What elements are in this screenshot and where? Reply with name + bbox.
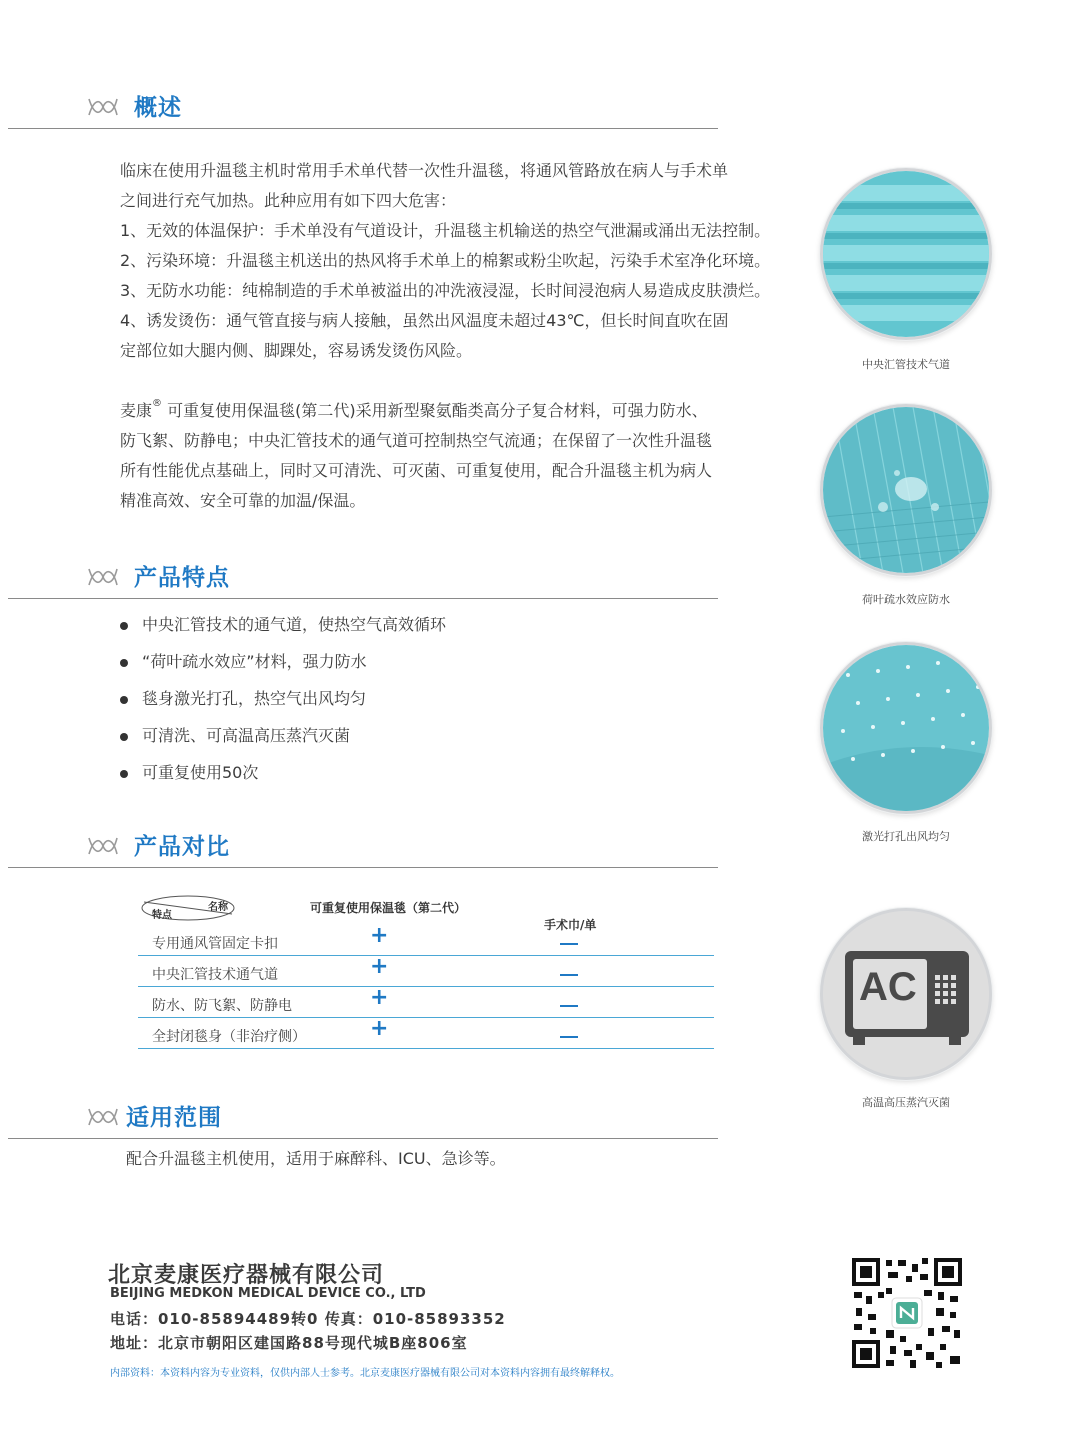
- section-header-scope: [0, 1099, 718, 1139]
- image-caption: 激光打孔出风均匀: [862, 830, 950, 843]
- list-item: 中央汇管技术的通气道，使热空气高效循环: [120, 610, 446, 647]
- brand-mark-icon: [86, 834, 120, 858]
- section-header-compare: [0, 828, 718, 868]
- divider: [8, 867, 718, 868]
- brand-name: 麦康: [120, 401, 153, 420]
- section-header-features: [0, 559, 718, 599]
- company-name-en: BEIJING MEDKON MEDICAL DEVICE CO., LTD: [110, 1286, 426, 1301]
- bullet-icon: [120, 659, 128, 667]
- bullet-icon: [120, 733, 128, 741]
- text-line: 2、污染环境：升温毯主机送出的热风将手术单上的棉絮或粉尘吹起，污染手术室净化环境。: [120, 251, 771, 270]
- image-caption: 荷叶疏水效应防水: [862, 593, 950, 606]
- bullet-icon: [120, 770, 128, 778]
- list-item: 毯身激光打孔，热空气出风均匀: [120, 684, 446, 721]
- disclaimer-note: 内部资料：本资料内容为专业资料，仅供内部人士参考。北京麦康医疗器械有限公司对本资料内容拥有最终解释权。: [110, 1368, 620, 1379]
- company-name-cn: 北京麦康医疗器械有限公司: [108, 1263, 385, 1288]
- laser-hole-image: [820, 642, 992, 814]
- section-header-overview: [0, 89, 718, 129]
- overview-paragraph: [120, 156, 820, 366]
- sterilizer-image: [820, 908, 992, 1080]
- column-header: 手术巾/单: [544, 918, 597, 932]
- text-line: 定部位如大腿内侧、脚踝处，容易诱发烫伤风险。: [120, 341, 473, 360]
- text-line: 所有性能优点基础上，同时又可清洗、可灭菌、可重复使用，配合升温毯主机为病人: [120, 461, 713, 480]
- minus-icon: [560, 1005, 578, 1007]
- row-label: 全封闭毯身（非治疗侧）: [152, 1029, 306, 1045]
- registered-mark: ®: [152, 398, 163, 409]
- text-line: 防飞絮、防静电；中央汇管技术的通气道可控制热空气流通；在保留了一次性升温毯: [120, 431, 713, 450]
- air-channel-image: [820, 168, 992, 340]
- text-line: 精准高效、安全可靠的加温/保温。: [120, 491, 366, 510]
- row-label: 专用通风管固定卡扣: [152, 936, 278, 952]
- list-item: 可清洗、可高温高压蒸汽灭菌: [120, 721, 446, 758]
- divider: [8, 598, 718, 599]
- section-title: 产品对比: [134, 834, 230, 860]
- plus-icon: +: [370, 985, 389, 1010]
- row-label: 中央汇管技术通气道: [152, 967, 278, 983]
- minus-icon: [560, 974, 578, 976]
- text-line: 4、诱发烫伤：通气管直接与病人接触，虽然出风温度未超过43℃，但长时间直吹在固: [120, 311, 729, 330]
- image-caption: 中央汇管技术气道: [862, 358, 950, 371]
- feature-list: [120, 610, 446, 795]
- list-item: 可重复使用50次: [120, 758, 446, 795]
- minus-icon: [560, 943, 578, 945]
- scope-text: 配合升温毯主机使用，适用于麻醉科、ICU、急诊等。: [126, 1149, 506, 1168]
- bullet-icon: [120, 696, 128, 704]
- text-line: 可重复使用保温毯(第二代)采用新型聚氨酯类高分子复合材料，可强力防水、: [162, 401, 708, 420]
- brand-mark-icon: [86, 1105, 120, 1129]
- brand-mark-icon: [86, 95, 120, 119]
- text-line: 1、无效的体温保护：手术单没有气道设计，升温毯主机输送的热空气泄漏或涌出无法控制。: [120, 221, 771, 240]
- divider: [8, 1138, 718, 1139]
- table-row: [138, 925, 714, 956]
- text-line: 3、无防水功能：纯棉制造的手术单被溢出的冲洗液浸湿，长时间浸泡病人易造成皮肤溃烂。: [120, 281, 771, 300]
- section-title: 概述: [134, 95, 182, 121]
- text-line: 临床在使用升温毯主机时常用手术单代替一次性升温毯，将通风管路放在病人与手术单: [120, 161, 729, 180]
- row-label: 防水、防飞絮、防静电: [152, 998, 292, 1014]
- contact-address: 地址：北京市朝阳区建国路88号现代城B座806室: [110, 1334, 468, 1352]
- bullet-icon: [120, 622, 128, 630]
- minus-icon: [560, 1036, 578, 1038]
- corner-name-label: 名称: [208, 902, 228, 913]
- brand-mark-icon: [86, 565, 120, 589]
- column-header: 可重复使用保温毯（第二代）: [310, 901, 467, 915]
- section-title: 适用范围: [126, 1105, 222, 1131]
- divider: [8, 128, 718, 129]
- image-caption: 高温高压蒸汽灭菌: [862, 1096, 950, 1109]
- table-row: [138, 1018, 714, 1049]
- list-item: “荷叶疏水效应”材料，强力防水: [120, 647, 446, 684]
- product-paragraph: [120, 396, 820, 516]
- ac-label: AC: [859, 965, 917, 1009]
- table-row: [138, 956, 714, 987]
- waterproof-image: [820, 404, 992, 576]
- contact-phone: 电话：010-85894489转0 传真：010-85893352: [110, 1310, 506, 1328]
- plus-icon: +: [370, 1016, 389, 1041]
- corner-feature-label: 特点: [152, 910, 172, 921]
- qr-code-icon: [850, 1256, 964, 1370]
- section-title: 产品特点: [134, 565, 230, 591]
- text-line: 之间进行充气加热。此种应用有如下四大危害：: [120, 191, 457, 210]
- plus-icon: +: [370, 923, 389, 948]
- table-corner-header: [140, 894, 236, 922]
- plus-icon: +: [370, 954, 389, 979]
- table-row: [138, 987, 714, 1018]
